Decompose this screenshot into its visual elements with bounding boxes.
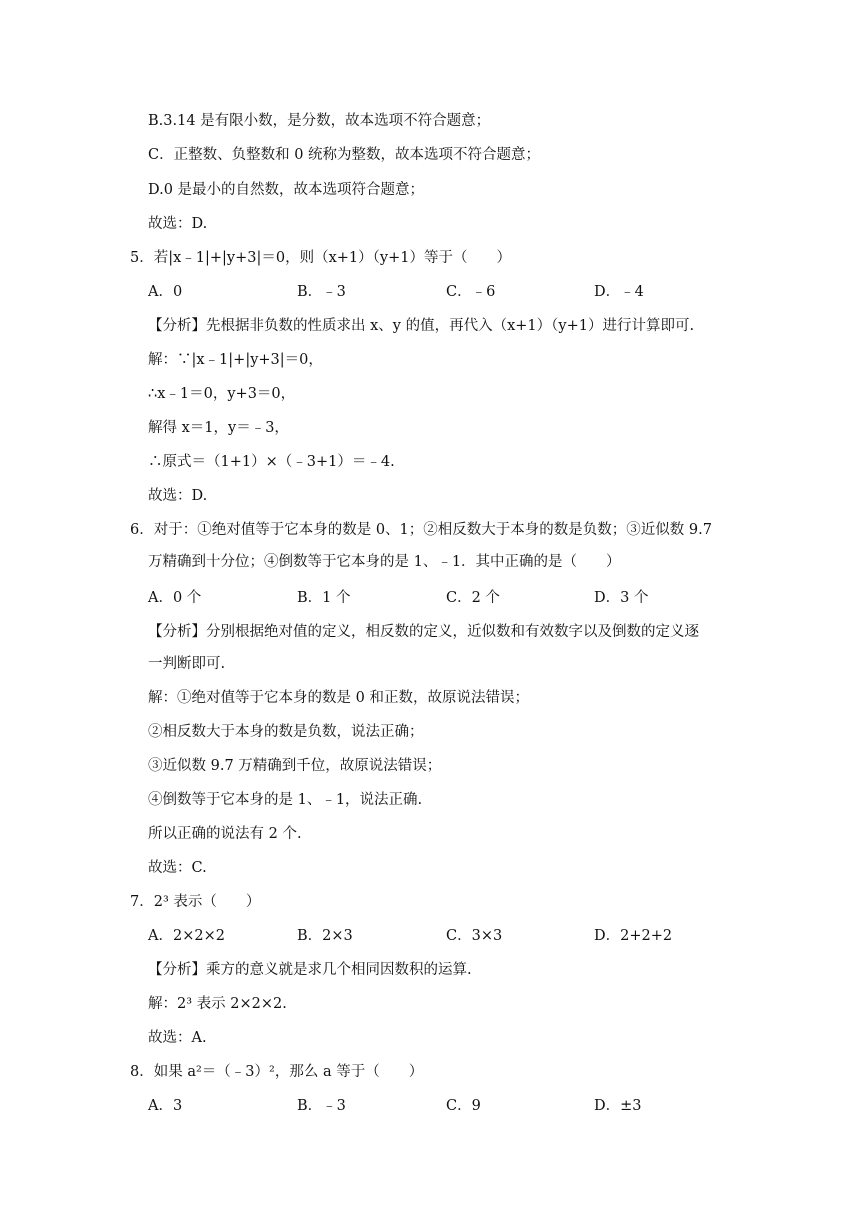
answer-line: 故选：D. — [148, 216, 208, 232]
option-c: C．2 个 — [446, 590, 500, 606]
option-b: B．2×3 — [297, 928, 353, 944]
option-c: C．3×3 — [446, 928, 503, 944]
solution-line: 解：∵|x﹣1|+|y+3|＝0， — [148, 352, 323, 368]
question-6-cont: 万精确到十分位；④倒数等于它本身的是 1、﹣1．其中正确的是（ ） — [148, 554, 621, 570]
option-b: B．﹣3 — [297, 284, 346, 300]
option-a: A．0 个 — [148, 590, 202, 606]
question-6: 6．对于：①绝对值等于它本身的数是 0、1；②相反数大于本身的数是负数；③近似数 9.7 — [130, 522, 712, 538]
solution-line: ④倒数等于它本身的是 1、﹣1，说法正确. — [148, 792, 423, 808]
analysis-line: 一判断即可. — [148, 656, 226, 672]
text-line: D.0 是最小的自然数，故本选项符合题意； — [148, 182, 425, 198]
option-d: D．2+2+2 — [594, 928, 673, 944]
option-b: B．1 个 — [297, 590, 351, 606]
option-a: A．3 — [148, 1098, 183, 1114]
text-line: C．正整数、负整数和 0 统称为整数，故本选项不符合题意； — [148, 147, 541, 163]
answer-line: 故选：D. — [148, 488, 208, 504]
option-c: C．9 — [446, 1098, 481, 1114]
solution-line: ∴原式＝（1+1）×（﹣3+1）＝﹣4. — [148, 454, 395, 470]
analysis-line: 【分析】分别根据绝对值的定义，相反数的定义，近似数和有效数字以及倒数的定义逐 — [148, 624, 699, 640]
option-a: A．2×2×2 — [148, 928, 225, 944]
option-b: B．﹣3 — [297, 1098, 346, 1114]
solution-line: 解：①绝对值等于它本身的数是 0 和正数，故原说法错误； — [148, 690, 529, 706]
text-line: B.3.14 是有限小数，是分数，故本选项不符合题意； — [148, 113, 491, 129]
answer-line: 故选：A. — [148, 1030, 207, 1046]
analysis-line: 【分析】先根据非负数的性质求出 x、y 的值，再代入（x+1）（y+1）进行计算即可. — [148, 318, 695, 334]
question-8: 8．如果 a²＝（﹣3）²，那么 a 等于（ ） — [130, 1064, 424, 1080]
solution-line: ③近似数 9.7 万精确到千位，故原说法错误； — [148, 758, 442, 774]
question-7: 7．2³ 表示（ ） — [130, 894, 261, 910]
question-5: 5．若|x﹣1|+|y+3|＝0，则（x+1）（y+1）等于（ ） — [130, 250, 511, 266]
option-a: A．0 — [148, 284, 183, 300]
option-d: D．3 个 — [594, 590, 649, 606]
solution-line: 解得 x＝1，y＝﹣3， — [148, 420, 289, 436]
solution-line: 解：2³ 表示 2×2×2. — [148, 996, 287, 1012]
answer-line: 故选：C. — [148, 860, 207, 876]
analysis-line: 【分析】乘方的意义就是求几个相同因数积的运算. — [148, 962, 472, 978]
solution-line: 所以正确的说法有 2 个. — [148, 826, 302, 842]
solution-line: ∴x﹣1＝0，y+3＝0， — [148, 386, 296, 402]
option-c: C．﹣6 — [446, 284, 496, 300]
solution-line: ②相反数大于本身的数是负数，说法正确； — [148, 724, 424, 740]
option-d: D．±3 — [594, 1098, 642, 1114]
option-d: D．﹣4 — [594, 284, 644, 300]
